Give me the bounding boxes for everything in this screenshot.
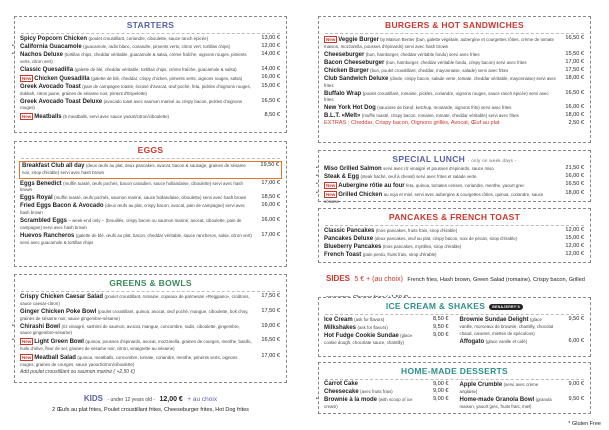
menu-item[interactable] — [15, 294, 286, 308]
item-desc: by Maison Bertier (bun, galette végétale, aubergine et courgettes rôties, crème de tomate maison, mozzarella, pousses d'épinards) servi avec hash brown — [324, 37, 554, 49]
new-badge: New — [326, 37, 336, 42]
item-desc: (5 meatballs, servi avec sauce yaourt/citron/ciboulette) — [63, 114, 169, 120]
item-price: 15,00 € — [565, 234, 584, 241]
pancakes-title: PANCAKES & FRENCH TOAST — [388, 212, 521, 222]
item-name: Ginger Chicken Poke Bowl — [20, 308, 97, 315]
menu-item[interactable] — [319, 333, 455, 347]
kids-title: KIDS — [83, 394, 104, 403]
pancakes-list — [319, 228, 590, 259]
item-desc: (avocado toast avec saumon mariné ou crispy bacon, pickles d'oignons rouges) — [20, 98, 243, 111]
desserts-title: HOME-MADE DESSERTS — [401, 366, 508, 376]
item-name: Buffalo Wrap — [324, 90, 362, 97]
item-price: 9,00 € — [432, 381, 449, 387]
desserts-left-list — [316, 381, 455, 412]
item-desc: (saucisse de bœuf, ketchup, moutarde, oignons frits) servi avec frites — [377, 105, 512, 111]
item-desc: (granola maison, yaourt grec, fruits frais, miel) — [459, 396, 552, 409]
item-desc: (muffin toasté, œufs pochés, bacon canadien, sauce hollandaise, ciboulette) servi avec hash brown — [20, 180, 243, 193]
menu-item[interactable] — [455, 382, 591, 396]
item-price: 16,50 € — [565, 35, 584, 41]
menu-item[interactable] — [319, 91, 590, 105]
divider — [325, 33, 584, 34]
item-price: 16,00 € — [565, 172, 584, 179]
item-price: 16,50 € — [565, 180, 584, 187]
ben-jerrys-logo: BEN&JERRY'S — [489, 304, 523, 310]
item-price: 19,50 € — [260, 162, 279, 168]
item-name: Apple Crumble — [459, 382, 503, 388]
kids-sub: - under 12 years old - — [107, 397, 156, 403]
item-desc: (trois pancakes, fruits frais, sirop d'érable) — [375, 228, 458, 233]
item-name: New York Hot Dog — [324, 105, 376, 112]
starters-section — [14, 16, 287, 133]
item-name: Classic Pancakes — [324, 228, 375, 234]
item-desc: (pain perdu, fruits frais, sirop d'érable) — [362, 251, 437, 257]
item-price: 17,00 € — [261, 179, 280, 186]
menu-item[interactable] — [319, 105, 590, 112]
menu-item[interactable] — [319, 36, 590, 51]
gluten-free-marker: • — [12, 42, 14, 49]
special-list — [316, 165, 590, 206]
menu-item[interactable] — [15, 195, 286, 202]
item-name: Hot Fudge Cookie Sundae — [324, 332, 399, 339]
icecream-right-list — [455, 317, 591, 348]
menu-item[interactable] — [319, 68, 590, 75]
item-price: 18,00 € — [565, 112, 584, 119]
item-desc: (tortillas chips, cheddar véritable, guacamole & salsa, crème fraîche, oignons rouges, piments verts, citron vert) — [20, 51, 247, 64]
item-name: Cheeseburger — [324, 51, 365, 58]
menu-item[interactable] — [12, 337, 286, 353]
item-name: Miso Grilled Salmon — [324, 166, 382, 172]
eggs-section — [14, 141, 287, 267]
item-desc: feta, quinoa, tomates cerises, coriandre, menthe, yaourt grec — [406, 182, 525, 188]
item-name: Carrot Cake — [324, 381, 359, 387]
item-desc: (bun, hamburger, cheddar véritable fondu, crispy bacon) servi avec frites — [385, 59, 527, 65]
menu-item[interactable] — [316, 165, 590, 173]
item-name: Club Sandwich Deluxe — [324, 75, 389, 82]
menu-item[interactable] — [15, 354, 286, 369]
item-name: Classic Quesadilla — [20, 66, 74, 73]
menu-item[interactable] — [319, 382, 455, 388]
item-price: 16,00 € — [261, 217, 280, 224]
menu-item[interactable] — [455, 397, 591, 411]
item-price: 17,00 € — [261, 353, 280, 360]
sides-title: SIDES — [326, 274, 351, 283]
item-price: 16,00 € — [261, 202, 280, 209]
icecream-title: ICE CREAM & SHAKES BEN&JERRY'S — [319, 301, 590, 311]
menu-item[interactable] — [12, 42, 286, 51]
menu-item[interactable] — [319, 317, 455, 324]
item-desc: (avec fruits frais) — [360, 388, 393, 394]
burgers-extras: EXTRAS : Cheddar, Crispy bacon, Oignons grillés, Avocat, Œuf au plat 2,50 € — [324, 120, 584, 127]
item-desc: au soja et miel, servi avec aubergine & courgettes rôties, quinoa, coriandre, sauce sésame — [324, 191, 544, 204]
new-badge: New — [326, 191, 336, 197]
desserts-right-list — [455, 382, 591, 412]
menu-item[interactable] — [319, 60, 590, 67]
menu-item[interactable] — [15, 218, 286, 232]
item-desc: (trois pancakes, myrtilles, sirop d'érable) — [382, 243, 462, 249]
item-desc: (glace vanille, morceaux de brownie, chantilly, chocolat chaud, caramel, miettes de spéculoos) — [459, 317, 554, 336]
item-price: 19,00 € — [261, 322, 280, 329]
item-price: 15,50 € — [565, 50, 584, 57]
menu-item[interactable] — [319, 236, 590, 243]
menu-item[interactable] — [15, 181, 286, 195]
special-title: SPECIAL LUNCH - only on week days - — [392, 154, 517, 164]
item-name: Bacon Cheeseburger — [324, 59, 385, 66]
item-name: Affogato — [459, 338, 485, 345]
divider — [325, 314, 584, 315]
menu-item[interactable] — [12, 50, 286, 66]
breakfast-club-item[interactable] — [19, 161, 282, 179]
item-price: 12,00 € — [261, 42, 280, 49]
new-badge: New — [22, 339, 32, 345]
item-price: 16,50 € — [565, 89, 584, 96]
item-name: Meatball Salad — [34, 355, 76, 362]
pancakes-section — [318, 208, 591, 263]
item-desc: (deux œufs au plat, deux pancakes, avocat, bacon & sausage, graines de sésame noir, sirop d'érable) servi avec hash brown — [22, 163, 246, 175]
item-name: Home-made Granola Bowl — [459, 396, 535, 403]
sides-price: 5 € + (au choix) — [354, 276, 403, 283]
sides-items: French fries, Hash brown, Green Salad (romaine), Crispy bacon, Grilled — [407, 277, 585, 283]
item-price: 18,00 € — [565, 189, 584, 196]
item-price: 8,50 € — [432, 316, 449, 322]
menu-item[interactable] — [15, 67, 286, 74]
item-desc: (muffin toasté, œufs pochés, saumon mariné, sauce hollandaise, ciboulette) servi avec hash brown — [54, 195, 247, 201]
new-badge: New — [22, 355, 32, 361]
item-desc: (quinoa, meatballs, concombre, tomate, coriandre, menthe, piments verts, oignons rouges, graines de courges, sauce yaourt/citron/ciboulette) — [20, 355, 238, 367]
item-name: Chicken Burger — [324, 67, 369, 74]
item-name: Chirashi Bowl — [20, 323, 61, 330]
item-name: Pancakes Deluxe — [324, 235, 374, 242]
new-badge: New — [326, 182, 336, 188]
item-name: B.L.T. «Melt» — [324, 113, 361, 120]
item-price: 17,00 € — [565, 58, 584, 65]
item-name: Crispy Chicken Caesar Salad — [20, 294, 104, 300]
item-price: 6,00 € — [568, 337, 584, 344]
menu-item[interactable] — [319, 76, 590, 90]
item-extra: – week-end only – — [68, 218, 105, 224]
item-name: Ice Cream — [324, 317, 353, 323]
menu-item[interactable] — [316, 172, 590, 181]
item-desc: (poulet croustillant, romaine, copeaux de parmesan «Reggiano», croûtons, sauce caesar-citron) — [20, 294, 250, 306]
burgers-list — [319, 36, 590, 120]
menu-item[interactable] — [319, 389, 455, 396]
burgers-title: BURGERS & HOT SANDWICHES — [385, 20, 524, 30]
item-desc: (galette de blé, œufs au plat, bacon, cheddar véritable, sauce rancheros, salsa, citron vert) servi avec guacamole & tortillas chips — [20, 232, 252, 245]
menu-item[interactable] — [319, 244, 590, 251]
kids-price: 12,00 € — [159, 396, 183, 403]
item-name: French Toast — [324, 251, 362, 258]
item-name: Steak & Egg — [324, 173, 360, 180]
menu-item[interactable] — [15, 203, 286, 217]
item-name: Cheesecake — [324, 388, 359, 395]
item-desc: (steak haché, œuf à cheval) servi avec frites et salade verte — [360, 173, 477, 179]
item-price: 21,50 € — [565, 165, 584, 171]
item-name: Spicy Popcorn Chicken — [20, 36, 88, 42]
menu-item[interactable] — [15, 36, 286, 43]
menu-item[interactable] — [316, 180, 590, 190]
divider — [21, 291, 280, 292]
kids-section — [14, 388, 287, 413]
item-price: 12,00 € — [565, 250, 584, 257]
item-name: Brownie Sundae Delight — [459, 317, 529, 323]
item-desc: (guacamole, radis blanc, coriandre, piments verts, citron vert, tortillas chips) — [83, 43, 231, 49]
item-desc: (pain de campagne toasté, écrasé d'avocat, œuf poché, feta, pickles d'oignons rouges, dukkah, citron jaune, graines de sésame noir, piment d'Espelette) — [20, 83, 251, 96]
menu-item[interactable] — [15, 84, 286, 98]
greens-list — [12, 293, 286, 369]
item-desc: (brouillés, crispy bacon ou saumon mariné, avocat, ciboulette, pain de campagne) servi avec hash brown — [20, 218, 242, 230]
item-name: Light Green Bowl — [34, 339, 84, 346]
eggs-title: EGGS — [137, 145, 164, 155]
item-desc: (galette de blé, cheddar véritable, tortillas chips, crème fraîche, guacamole & salsa) — [74, 66, 237, 72]
item-price: 16,50 € — [261, 337, 280, 344]
eggs-list — [15, 181, 286, 247]
item-extra: all day — [65, 163, 85, 169]
starters-title: STARTERS — [126, 20, 175, 30]
new-badge: New — [22, 114, 32, 120]
menu-item[interactable] — [15, 75, 286, 83]
item-name: Nachos Deluxe — [20, 51, 64, 58]
item-name: Blueberry Pancakes — [324, 243, 382, 250]
item-desc: (muffin toasté, crispy bacon, romaine, tomate, cheddar véritable) servi avec frites — [361, 113, 519, 119]
item-price: 9,00 € — [432, 395, 449, 402]
item-price: 17,50 € — [261, 307, 280, 314]
desserts-section — [318, 362, 591, 414]
special-sub: - only on week days - — [467, 158, 517, 163]
gluten-free-marker: • — [316, 165, 318, 171]
gluten-free-marker: • — [12, 50, 14, 57]
item-desc: (poulet croustillant, romaine, pickles, coriandre, oignons rouges, sauce ranch épicée) servi avec frites — [324, 90, 549, 103]
divider — [21, 158, 280, 159]
item-price: 14,00 € — [261, 65, 280, 72]
divider — [21, 33, 280, 34]
item-price: 14,00 € — [261, 50, 280, 57]
item-price: 13,00 € — [261, 35, 280, 41]
gluten-free-marker: • — [12, 322, 14, 329]
item-name: Chicken Quesadilla — [34, 75, 90, 82]
item-name: Meatballs — [34, 114, 62, 121]
item-desc: (ask for flavors) — [354, 317, 385, 322]
starters-list — [12, 35, 286, 121]
item-price: 9,00 € — [432, 331, 449, 338]
item-price: 16,50 € — [261, 97, 280, 104]
item-price: 17,50 € — [565, 66, 584, 73]
kids-choice: + au choix — [187, 396, 218, 403]
item-desc: (bun, poulet croustillant, cheddar, mayonnaise, salade) servi avec frites — [370, 67, 509, 73]
gluten-free-marker: • — [316, 180, 318, 187]
item-name: Scrambled Eggs — [20, 218, 68, 225]
menu-item[interactable] — [455, 317, 591, 337]
item-price: 9,50 € — [568, 316, 584, 322]
menu-item[interactable] — [15, 113, 286, 121]
menu-item[interactable] — [316, 395, 455, 411]
item-price: 18,00 € — [565, 74, 584, 81]
item-name: Eggs Royal — [20, 195, 53, 202]
menu-item[interactable] — [319, 252, 590, 259]
special-lunch-section — [318, 150, 591, 202]
item-price: 18,50 € — [261, 194, 280, 201]
kids-items: 2 Œufs au plat frites, Poulet croustillant frites, Cheeseburger frites, Hot Dog frites — [52, 407, 249, 413]
item-desc: (deux pancakes, œuf au plat, crispy bacon, noix de pécan, sirop d'érable) — [374, 235, 518, 241]
item-desc: (poulet croustillant, quinoa, avocat, œuf poché, mangue, ciboulette, bok choy, graines de sésame noir, sauce gingembre-sésame) — [20, 308, 249, 321]
gluten-free-marker: • — [316, 395, 318, 402]
item-desc: (quinoa, pousses d'épinards, avocat, mozzarella, graines de courges, menthe, basilic, huile d'olive, fleur de sel, graines de sésame noir, citron, vinaigrette au sésame) — [20, 339, 252, 352]
item-price: 9,00 € — [568, 381, 584, 387]
item-price: 12,00 € — [565, 242, 584, 249]
menu-item[interactable] — [319, 52, 590, 59]
gluten-free-note: * Gluten Free — [568, 421, 601, 427]
item-desc: servi avec riz vinaigré et pousses d'épinards, sauce miso — [383, 166, 494, 171]
burgers-section — [318, 16, 591, 143]
item-name: Huevos Rancheros — [20, 232, 75, 239]
gluten-free-marker: • — [316, 172, 318, 179]
menu-item[interactable] — [316, 189, 590, 206]
divider — [325, 225, 584, 226]
item-name: Breakfast Club — [22, 163, 65, 169]
item-name: Fried Eggs Bacon & Avocado — [20, 203, 104, 210]
menu-item[interactable] — [455, 339, 591, 346]
item-name: Veggie Burger — [338, 37, 379, 43]
menu-item[interactable] — [319, 228, 590, 235]
item-price: 17,50 € — [261, 293, 280, 299]
menu-item[interactable] — [319, 325, 455, 332]
item-name: Milkshakes — [324, 324, 357, 331]
menu-item[interactable] — [15, 309, 286, 323]
icecream-left-list — [319, 317, 455, 348]
item-price: 16,00 € — [565, 104, 584, 111]
item-desc: (bun, hamburger, cheddar véritable fondu) servi avec frites — [365, 51, 480, 57]
item-price: 17,00 € — [261, 231, 280, 238]
gluten-free-marker: • — [316, 189, 318, 196]
greens-note: Add poulet croustillant ou saumon mariné ( +2,50 €) — [20, 368, 135, 375]
menu-item[interactable] — [319, 113, 590, 120]
item-desc: (glace cookie dough, chocolate sauce, chantilly) — [324, 332, 413, 345]
item-name: Eggs Benedict — [20, 180, 62, 187]
item-desc: (ask for flavors) — [357, 324, 388, 330]
menu-item[interactable] — [15, 233, 286, 247]
item-name: Grilled Chicken — [338, 191, 383, 198]
item-desc: (glace vanille et café) — [485, 338, 528, 344]
item-price: 16,00 € — [261, 73, 280, 80]
item-desc: (deux œufs au plat, crispy bacon, avocat, pain de campagne) servi avec hash brown — [20, 203, 246, 216]
greens-title: GREENS & BOWLS — [109, 278, 192, 288]
menu-item[interactable] — [15, 99, 286, 113]
item-desc: (poulet croustillant, coriandre, ciboulette, sauce ranch épicée) — [88, 36, 209, 41]
icecream-section — [318, 297, 591, 357]
item-name: Aubergine rôtie au four — [338, 182, 405, 189]
item-name: Greek Avocado Toast Deluxe — [20, 98, 103, 105]
item-desc: (servi avec crème anglaise) — [459, 382, 539, 394]
item-desc: (galette de blé, cheddar, crispy chicken, piments verts, oignons rouges, salsa) — [91, 75, 243, 81]
new-badge: New — [22, 75, 32, 81]
item-price: 9,50 € — [432, 323, 449, 330]
item-price: 8,50 € — [264, 112, 280, 119]
item-price: 15,00 € — [261, 82, 280, 89]
item-desc: (dinde, crispy bacon, salade verte, tomate, cheddar véritable, mayonnaise) servi avec frites — [324, 75, 557, 88]
item-name: Brownie à la mode — [324, 396, 378, 403]
greens-section — [14, 274, 287, 383]
gluten-free-marker: • — [12, 337, 14, 344]
item-desc: (riz vinaigré, sashimi de saumon, avocat, mangue, concombre, radis, ciboulette, gingembre, sauce gingembre-sésame) — [20, 323, 240, 336]
item-name: California Guacamole — [20, 43, 82, 50]
item-desc: (with scoop of ice cream) — [324, 396, 413, 409]
item-price: 9,50 € — [568, 395, 584, 402]
menu-item[interactable] — [12, 322, 286, 338]
item-name: Greek Avocado Toast — [20, 83, 81, 90]
divider — [325, 379, 584, 380]
item-price: 12,00 € — [565, 227, 584, 233]
item-price: 9,00 € — [432, 387, 449, 394]
